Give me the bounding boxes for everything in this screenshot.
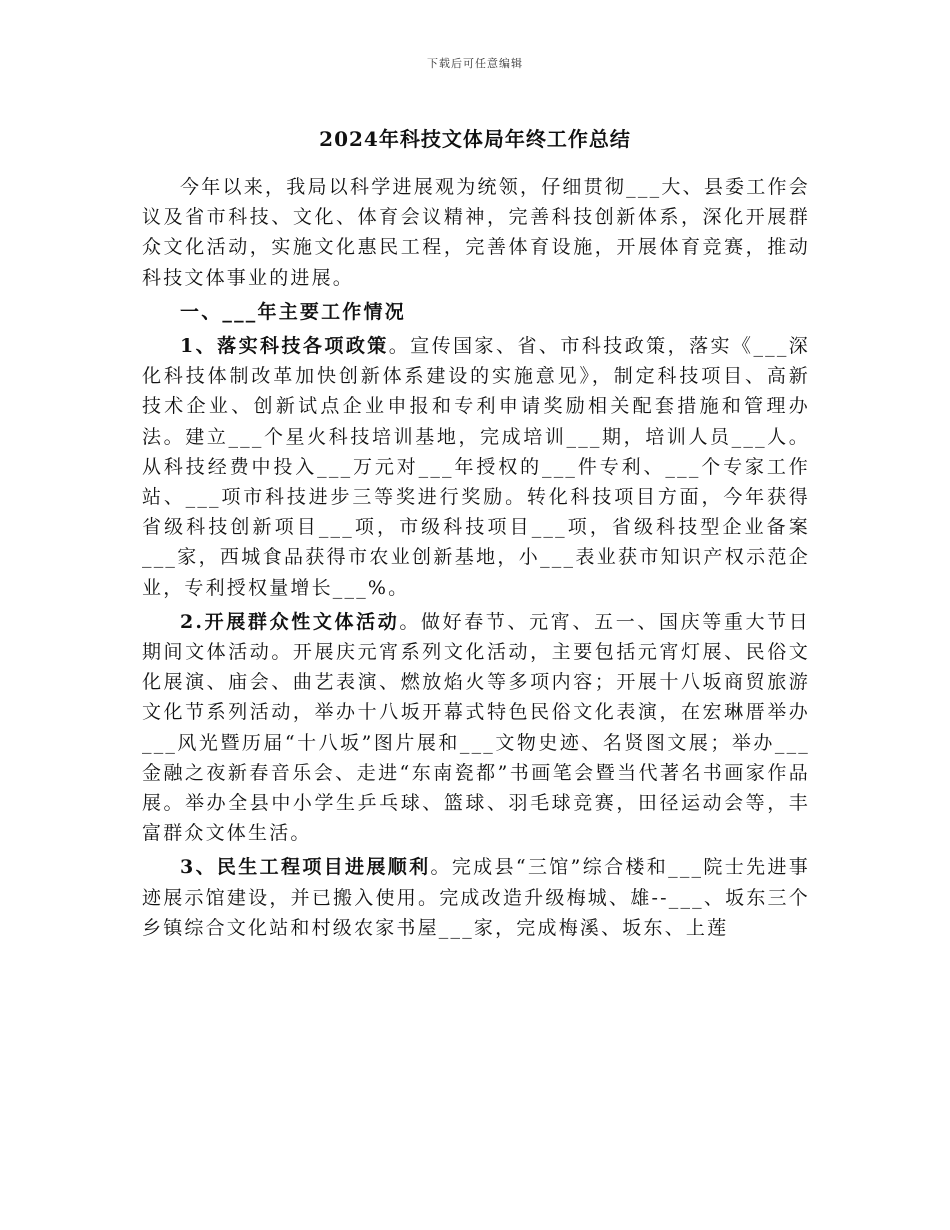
document-title: 2024年科技文体局年终工作总结 — [319, 127, 631, 151]
section-heading: 一、___年主要工作情况 — [180, 300, 406, 323]
intro-paragraph: 今年以来，我局以科学进展观为统领，仔细贯彻___大、县委工作会议及省市科技、文化、体育会议精神，完善科技创新体系，深化开展群众文化活动，实施文化惠民工程，完善体育设施，开展体育竞赛，推动科技文体事业的进展。 — [142, 176, 810, 289]
item-text-2: 。做好春节、元宵、五一、国庆等重大节日期间文体活动。开展庆元宵系列文化活动，主要包括元宵灯展、民俗文化展演、庙会、曲艺表演、燃放焰火等多项内容；开展十八坂商贸旅游文化节系列活动，举办十八坂开幕式特色民俗文化表演，在宏琳厝举办___风光暨历届“十八坂”图片展和___文物史迹、名贤图文展；举办___金融之夜新春音乐会、走进“东南瓷都”书画笔会暨当代著名书画家作品展。举办全县中小学生乒乓球、篮球、羽毛球竞赛，田径运动会等，丰富群众文体生活。 — [142, 610, 810, 845]
item-lead-1: 1、落实科技各项政策 — [180, 335, 389, 358]
item-lead-2: 2.开展群众性文体活动 — [180, 610, 400, 633]
document-body — [142, 172, 810, 943]
item-text-3: 。完成县“三馆”综合楼和___院士先进事迹展示馆建设，并已搬入使用。完成改造升级梅城、雄--___、坂东三个乡镇综合文化站和村级农家书屋___家，完成梅溪、坂东、上莲 — [142, 856, 810, 939]
item-paragraph-3 — [142, 852, 810, 943]
item-paragraph-1 — [142, 331, 810, 603]
item-text-1: 。宣传国家、省、市科技政策，落实《___深化科技体制改革加快创新体系建设的实施意见》，制定科技项目、高新技术企业、创新试点企业申报和专利申请奖励相关配套措施和管理办法。建立___个星火科技培训基地，完成培训___期，培训人员___人。从科技经费中投入___万元对___年授权的___件专利、___个专家工作站、___项市科技进步三等奖进行奖励。转化科技项目方面，今年获得省级科技创新项目___项，市级科技项目___项，省级科技型企业备案___家，西城食品获得市农业创新基地，小___表业获市知识产权示范企业，专利授权量增长___%。 — [142, 335, 810, 599]
item-paragraph-2 — [142, 607, 810, 849]
item-lead-3: 3、民生工程项目进展顺利 — [180, 856, 431, 879]
header-note: 下载后可任意编辑 — [427, 57, 523, 70]
